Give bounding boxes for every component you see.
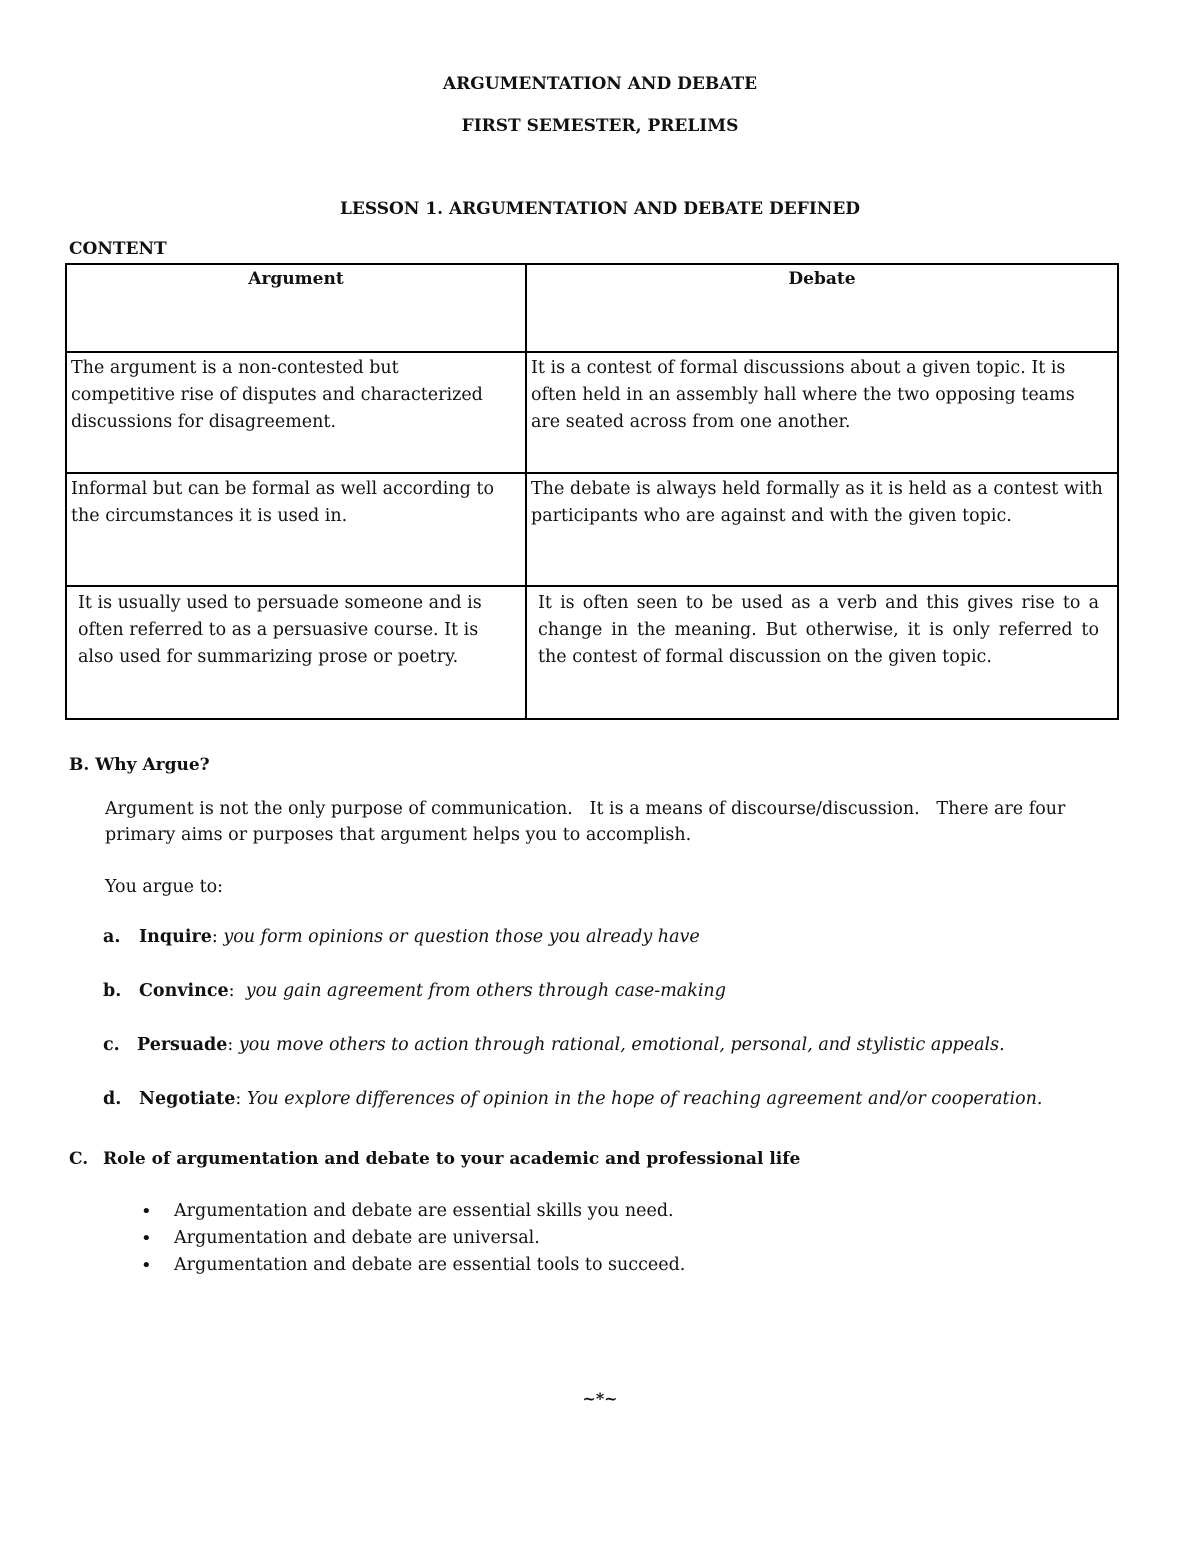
- aim-description: you form opinions or question those you already have: [223, 927, 700, 947]
- lesson-title: LESSON 1. ARGUMENTATION AND DEBATE DEFINED: [339, 199, 861, 219]
- section-b-heading: B. Why Argue?: [69, 755, 210, 775]
- table-header-row: [66, 264, 1118, 352]
- debate-cell: It is a contest of formal discussions about a given topic. It is often held in an assembly hall where the two opposing teams are seated across from one another.: [526, 352, 1118, 473]
- list-item: • Argumentation and debate are essential skills you need.: [174, 1198, 685, 1225]
- section-b-paragraph: Argument is not the only purpose of communication. It is a means of discourse/discussion. There are four primary aims or purposes that argument helps you to accomplish.: [105, 799, 1071, 845]
- aim-item-persuade: c. Persuade: you move others to action through rational, emotional, personal, and stylistic appeals.: [103, 1035, 1005, 1055]
- aim-item-convince: b. Convince: you gain agreement from others through case-making: [103, 981, 726, 1001]
- table-row: [66, 473, 1118, 586]
- term-title: FIRST SEMESTER, PRELIMS: [461, 116, 739, 136]
- list-item: • Argumentation and debate are essential tools to succeed.: [174, 1252, 685, 1279]
- aim-term: Negotiate: [139, 1089, 236, 1109]
- argument-cell: The argument is a non-contested but competitive rise of disputes and characterized discussions for disagreement.: [66, 352, 526, 473]
- aim-item-inquire: a. Inquire: you form opinions or question those you already have: [103, 927, 700, 947]
- aim-description: You explore differences of opinion in the hope of reaching agreement and/or cooperation.: [246, 1089, 1043, 1109]
- argument-cell: Informal but can be formal as well according to the circumstances it is used in.: [66, 473, 526, 586]
- aim-term: Persuade: [137, 1035, 228, 1055]
- course-title: ARGUMENTATION AND DEBATE: [442, 74, 758, 94]
- table-row: [66, 352, 1118, 473]
- debate-cell: It is often seen to be used as a verb and this gives rise to a change in the meaning. But otherwise, it is only referred to the contest of formal discussion on the given topic.: [526, 586, 1118, 719]
- header-debate: Debate: [526, 264, 1118, 352]
- footer-ornament: ~*~: [582, 1389, 618, 1408]
- argument-cell: It is usually used to persuade someone and is often referred to as a persuasive course. It is also used for summarizing prose or poetry.: [66, 586, 526, 719]
- section-c-bullet-list: [100, 1198, 685, 1279]
- aim-item-negotiate: d. Negotiate: You explore differences of opinion in the hope of reaching agreement and/or cooperation.: [103, 1089, 1043, 1109]
- section-b-lead: You argue to:: [105, 877, 224, 897]
- aim-term: Convince: [139, 981, 229, 1001]
- aim-description: you move others to action through rational, emotional, personal, and stylistic appeals.: [238, 1035, 1005, 1055]
- debate-cell: The debate is always held formally as it is held as a contest with participants who are against and with the given topic.: [526, 473, 1118, 586]
- table-row: [66, 586, 1118, 719]
- header-argument: Argument: [66, 264, 526, 352]
- aim-term: Inquire: [139, 927, 212, 947]
- section-c-heading: C. Role of argumentation and debate to your academic and professional life: [69, 1149, 801, 1169]
- content-label: CONTENT: [69, 239, 167, 259]
- aim-description: you gain agreement from others through case-making: [245, 981, 726, 1001]
- list-item: • Argumentation and debate are universal.: [174, 1225, 685, 1252]
- comparison-table: [65, 263, 1119, 720]
